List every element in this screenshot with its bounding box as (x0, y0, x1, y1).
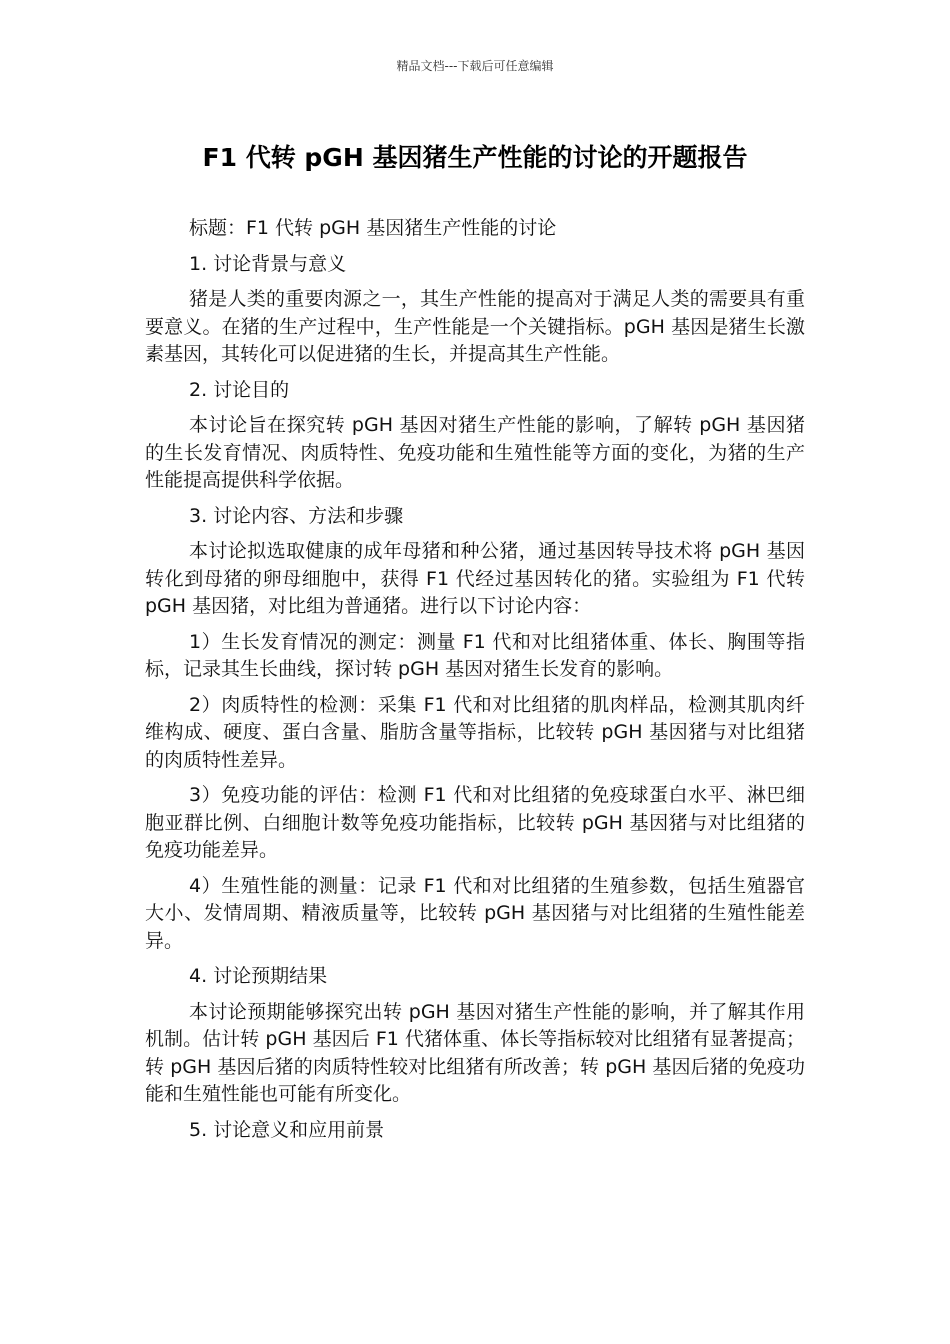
section-heading-expected-results: 4. 讨论预期结果 (189, 965, 328, 987)
document-title: F1 代转 pGH 基因猪生产性能的讨论的开题报告 (202, 143, 748, 172)
paragraph-background: 猪是人类的重要肉源之一，其生产性能的提高对于满足人类的需要具有重要意义。在猪的生产过程中，生产性能是一个关键指标。pGH 基因是猪生长激素基因，其转化可以促进猪的生长，并提高其生产性能。 (145, 288, 805, 365)
paragraph-purpose: 本讨论旨在探究转 pGH 基因对猪生产性能的影响，了解转 pGH 基因猪的生长发育情况、肉质特性、免疫功能和生殖性能等方面的变化，为猪的生产性能提高提供科学依据。 (145, 414, 805, 491)
section-heading-significance: 5. 讨论意义和应用前景 (189, 1118, 385, 1141)
section-heading-purpose: 2. 讨论目的 (189, 378, 290, 401)
paragraph-methods: 本讨论拟选取健康的成年母猪和种公猪，通过基因转导技术将 pGH 基因转化到母猪的卵母细胞中，获得 F1 代经过基因转化的猪。实验组为 F1 代转 pGH 基因猪，对比组为普通猪。进行以下讨论内容： (145, 540, 805, 617)
subject-line: 标题：F1 代转 pGH 基因猪生产性能的讨论 (189, 217, 557, 239)
section-heading-background: 1. 讨论背景与意义 (189, 252, 347, 275)
list-item-reproduction: 4）生殖性能的测量：记录 F1 代和对比组猪的生殖参数，包括生殖器官大小、发情周期、精液质量等，比较转 pGH 基因猪与对比组猪的生殖性能差异。 (145, 874, 805, 952)
document-body (145, 215, 805, 1152)
list-item-meat-quality: 2）肉质特性的检测：采集 F1 代和对比组猪的肌肉样品，检测其肌肉纤维构成、硬度、蛋白含量、脂肪含量等指标，比较转 pGH 基因猪与对比组猪的肉质特性差异。 (145, 693, 805, 771)
list-item-immune: 3）免疫功能的评估：检测 F1 代和对比组猪的免疫球蛋白水平、淋巴细胞亚群比例、白细胞计数等免疫功能指标，比较转 pGH 基因猪与对比组猪的免疫功能差异。 (145, 784, 805, 861)
header-note: 精品文档---下载后可任意编辑 (396, 59, 554, 73)
list-item-growth: 1）生长发育情况的测定：测量 F1 代和对比组猪体重、体长、胸围等指标，记录其生长曲线，探讨转 pGH 基因对猪生长发育的影响。 (145, 630, 805, 680)
paragraph-expected-results: 本讨论预期能够探究出转 pGH 基因对猪生产性能的影响，并了解其作用机制。估计转 pGH 基因后 F1 代猪体重、体长等指标较对比组猪有显著提高；转 pGH 基因后猪的肉质特性较对比组猪有所改善；转 pGH 基因后猪的免疫功能和生殖性能也可能有所变化。 (145, 1000, 805, 1105)
section-heading-methods: 3. 讨论内容、方法和步骤 (189, 504, 404, 527)
